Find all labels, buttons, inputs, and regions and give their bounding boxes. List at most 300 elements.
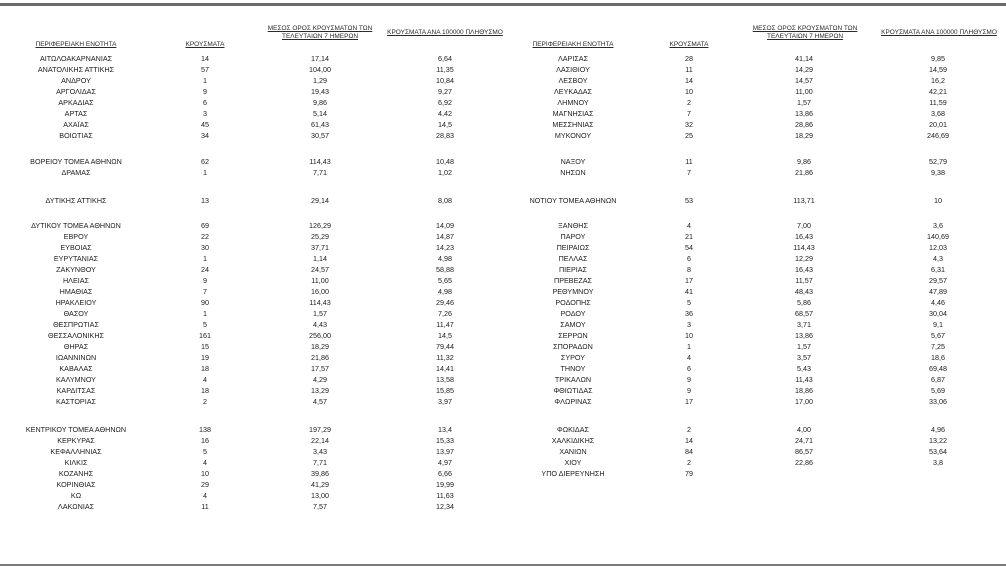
- table-row: [0, 287, 503, 296]
- table-row: [503, 131, 1006, 140]
- avg-cell: 30,57: [311, 131, 329, 140]
- table-row: [0, 480, 503, 489]
- table-row: [0, 491, 503, 500]
- avg-cell: 14,57: [795, 76, 813, 85]
- region-cell: ΒΟΙΩΤΙΑΣ: [59, 131, 93, 140]
- cases-cell: 25: [685, 131, 693, 140]
- region-cell: ΚΩ: [70, 491, 82, 500]
- cases-cell: 14: [685, 436, 693, 445]
- avg-cell: 5,86: [797, 298, 811, 307]
- per100k-cell: 6,66: [438, 469, 452, 478]
- cases-cell: 18: [201, 364, 209, 373]
- table-row: [503, 287, 1006, 296]
- table-row: [503, 331, 1006, 340]
- region-cell: ΔΥΤΙΚΟΥ ΤΟΜΕΑ ΑΘΗΝΩΝ: [31, 221, 121, 230]
- region-cell: ΠΡΕΒΕΖΑΣ: [554, 276, 592, 285]
- cases-cell: 8: [687, 265, 691, 274]
- table-row: [0, 276, 503, 285]
- avg-cell: 104,00: [309, 65, 331, 74]
- table-row: [503, 157, 1006, 166]
- avg-cell: 61,43: [311, 120, 329, 129]
- avg-cell: 11,43: [795, 375, 813, 384]
- per100k-cell: 14,5: [438, 120, 452, 129]
- header-region: ΠΕΡΙΦΕΡΕΙΑΚΗ ΕΝΟΤΗΤΑ: [532, 41, 614, 48]
- per100k-cell: 6,87: [931, 375, 945, 384]
- region-cell: ΘΑΣΟΥ: [63, 309, 89, 318]
- cases-cell: 138: [199, 425, 211, 434]
- region-cell: ΞΑΝΘΗΣ: [558, 221, 588, 230]
- table-row: [503, 353, 1006, 362]
- cases-cell: 24: [201, 265, 209, 274]
- avg-cell: 7,57: [313, 502, 327, 511]
- avg-cell: 18,29: [311, 342, 329, 351]
- avg-cell: 13,86: [795, 331, 813, 340]
- per100k-cell: 14,59: [929, 65, 947, 74]
- avg-cell: 4,00: [797, 425, 811, 434]
- region-cell: ΣΑΜΟΥ: [560, 320, 586, 329]
- per100k-cell: 52,79: [929, 157, 947, 166]
- table-row: [503, 386, 1006, 395]
- per100k-cell: 5,67: [931, 331, 945, 340]
- avg-cell: 114,43: [793, 243, 815, 252]
- table-row: [503, 458, 1006, 467]
- cases-cell: 5: [203, 320, 207, 329]
- table-row: [503, 196, 1006, 205]
- cases-cell: 69: [201, 221, 209, 230]
- avg-cell: 18,29: [795, 131, 813, 140]
- per100k-cell: 13,97: [436, 447, 454, 456]
- avg-cell: 1,57: [797, 98, 811, 107]
- table-row: [503, 168, 1006, 177]
- cases-cell: 1: [203, 168, 207, 177]
- per100k-cell: 12,03: [929, 243, 947, 252]
- avg-cell: 1,14: [313, 254, 327, 263]
- avg-cell: 21,86: [795, 168, 813, 177]
- avg-cell: 21,86: [311, 353, 329, 362]
- avg-cell: 28,86: [795, 120, 813, 129]
- region-cell: ΝΟΤΙΟΥ ΤΟΜΕΑ ΑΘΗΝΩΝ: [529, 196, 617, 205]
- cases-cell: 4: [687, 221, 691, 230]
- cases-cell: 9: [203, 87, 207, 96]
- table-row: [0, 157, 503, 166]
- region-cell: ΡΟΔΟΠΗΣ: [555, 298, 591, 307]
- table-row: [503, 342, 1006, 351]
- region-cell: ΔΥΤΙΚΗΣ ΑΤΤΙΚΗΣ: [45, 196, 107, 205]
- region-cell: ΛΕΣΒΟΥ: [558, 76, 588, 85]
- table-row: [503, 65, 1006, 74]
- cases-cell: 7: [203, 287, 207, 296]
- table-row: [0, 120, 503, 129]
- cases-cell: 10: [201, 469, 209, 478]
- avg-cell: 114,43: [309, 157, 331, 166]
- header-avg: ΜΕΣΟΣ ΟΡΟΣ ΚΡΟΥΣΜΑΤΩΝ ΤΩΝ ΤΕΛΕΥΤΑΙΩΝ 7 ΗΜΕΡΩΝ: [267, 25, 373, 40]
- cases-cell: 11: [685, 157, 693, 166]
- region-cell: ΚΟΖΑΝΗΣ: [58, 469, 94, 478]
- table-row: [503, 221, 1006, 230]
- region-cell: ΗΛΕΙΑΣ: [62, 276, 90, 285]
- avg-cell: 68,57: [795, 309, 813, 318]
- region-cell: ΑΝΑΤΟΛΙΚΗΣ ΑΤΤΙΚΗΣ: [37, 65, 115, 74]
- region-cell: ΛΑΡΙΣΑΣ: [557, 54, 589, 63]
- avg-cell: 13,29: [311, 386, 329, 395]
- region-cell: ΡΕΘΥΜΝΟΥ: [552, 287, 594, 296]
- per100k-cell: 29,57: [929, 276, 947, 285]
- table-row: [503, 76, 1006, 85]
- per100k-cell: 33,06: [929, 397, 947, 406]
- avg-cell: 1,57: [313, 309, 327, 318]
- per100k-cell: 10: [934, 196, 942, 205]
- cases-cell: 41: [685, 287, 693, 296]
- per100k-cell: 47,89: [929, 287, 947, 296]
- region-cell: ΘΕΣΠΡΩΤΙΑΣ: [53, 320, 99, 329]
- table-row: [0, 221, 503, 230]
- table-row: [0, 331, 503, 340]
- region-cell: ΚΑΡΔΙΤΣΑΣ: [56, 386, 96, 395]
- cases-cell: 7: [687, 109, 691, 118]
- per100k-cell: 12,34: [436, 502, 454, 511]
- avg-cell: 9,86: [313, 98, 327, 107]
- per100k-cell: 8,08: [438, 196, 452, 205]
- per100k-cell: 11,63: [436, 491, 454, 500]
- avg-cell: 39,86: [311, 469, 329, 478]
- table-row: [503, 309, 1006, 318]
- cases-cell: 5: [203, 447, 207, 456]
- per100k-cell: 11,59: [929, 98, 947, 107]
- cases-cell: 3: [687, 320, 691, 329]
- avg-cell: 19,43: [311, 87, 329, 96]
- table-row: [0, 353, 503, 362]
- avg-cell: 18,86: [795, 386, 813, 395]
- region-cell: ΤΡΙΚΑΛΩΝ: [554, 375, 592, 384]
- table-row: [503, 469, 1006, 478]
- avg-cell: 197,29: [309, 425, 331, 434]
- avg-cell: 113,71: [793, 196, 815, 205]
- cases-cell: 13: [201, 196, 209, 205]
- per100k-cell: 15,85: [436, 386, 454, 395]
- region-cell: ΚΑΣΤΟΡΙΑΣ: [56, 397, 96, 406]
- per100k-cell: 6,31: [931, 265, 945, 274]
- region-cell: ΠΑΡΟΥ: [560, 232, 586, 241]
- region-cell: ΚΙΛΚΙΣ: [64, 458, 88, 467]
- region-cell: ΒΟΡΕΙΟΥ ΤΟΜΕΑ ΑΘΗΝΩΝ: [30, 157, 122, 166]
- avg-cell: 3,43: [313, 447, 327, 456]
- per100k-cell: 4,96: [931, 425, 945, 434]
- avg-cell: 11,00: [311, 276, 329, 285]
- cases-cell: 4: [203, 458, 207, 467]
- region-cell: ΑΡΤΑΣ: [64, 109, 88, 118]
- per100k-cell: 4,42: [438, 109, 452, 118]
- cases-cell: 1: [687, 342, 691, 351]
- per100k-cell: 30,04: [929, 309, 947, 318]
- avg-cell: 17,57: [311, 364, 329, 373]
- cases-cell: 36: [685, 309, 693, 318]
- table-row: [503, 109, 1006, 118]
- avg-cell: 126,29: [309, 221, 331, 230]
- region-cell: ΣΥΡΟΥ: [560, 353, 586, 362]
- table-row: [0, 458, 503, 467]
- table-row: [0, 109, 503, 118]
- region-cell: ΛΑΚΩΝΙΑΣ: [57, 502, 95, 511]
- region-cell: ΕΥΡΥΤΑΝΙΑΣ: [53, 254, 99, 263]
- avg-cell: 4,29: [313, 375, 327, 384]
- per100k-cell: 4,46: [931, 298, 945, 307]
- per100k-cell: 42,21: [929, 87, 947, 96]
- region-cell: ΚΟΡΙΝΘΙΑΣ: [56, 480, 96, 489]
- region-cell: ΑΧΑΪΑΣ: [63, 120, 89, 129]
- per100k-cell: 19,99: [436, 480, 454, 489]
- cases-cell: 4: [687, 353, 691, 362]
- avg-cell: 14,29: [795, 65, 813, 74]
- region-cell: ΦΘΙΩΤΙΔΑΣ: [553, 386, 593, 395]
- avg-cell: 9,86: [797, 157, 811, 166]
- cases-cell: 9: [687, 386, 691, 395]
- table-row: [503, 265, 1006, 274]
- table-row: [0, 309, 503, 318]
- avg-cell: 16,43: [795, 232, 813, 241]
- per100k-cell: 13,58: [436, 375, 454, 384]
- cases-cell: 17: [685, 397, 693, 406]
- table-row: [503, 243, 1006, 252]
- header-per100k: ΚΡΟΥΣΜΑΤΑ ΑΝΑ 100000 ΠΛΗΘΥΣΜΟ: [881, 29, 997, 36]
- table-row: [503, 232, 1006, 241]
- region-cell: ΦΛΩΡΙΝΑΣ: [554, 397, 592, 406]
- region-cell: ΚΕΦΑΛΛΗΝΙΑΣ: [50, 447, 102, 456]
- region-cell: ΚΕΡΚΥΡΑΣ: [57, 436, 95, 445]
- per100k-cell: 13,4: [438, 425, 452, 434]
- per100k-cell: 3,6: [933, 221, 943, 230]
- avg-cell: 22,86: [795, 458, 813, 467]
- avg-cell: 5,43: [797, 364, 811, 373]
- table-row: [503, 320, 1006, 329]
- region-cell: ΣΠΟΡΑΔΩΝ: [553, 342, 593, 351]
- avg-cell: 37,71: [311, 243, 329, 252]
- region-cell: ΜΑΓΝΗΣΙΑΣ: [552, 109, 594, 118]
- region-cell: ΚΑΒΑΛΑΣ: [59, 364, 93, 373]
- cases-cell: 32: [685, 120, 693, 129]
- cases-cell: 79: [685, 469, 693, 478]
- region-cell: ΡΟΔΟΥ: [560, 309, 586, 318]
- cases-cell: 18: [201, 386, 209, 395]
- table-row: [0, 76, 503, 85]
- region-cell: ΛΗΜΝΟΥ: [557, 98, 589, 107]
- cases-cell: 6: [687, 254, 691, 263]
- region-cell: ΘΕΣΣΑΛΟΝΙΚΗΣ: [48, 331, 104, 340]
- avg-cell: 7,71: [313, 168, 327, 177]
- cases-cell: 19: [201, 353, 209, 362]
- cases-cell: 5: [687, 298, 691, 307]
- region-cell: ΧΙΟΥ: [564, 458, 582, 467]
- cases-cell: 17: [685, 276, 693, 285]
- table-row: [0, 254, 503, 263]
- avg-cell: 29,14: [311, 196, 329, 205]
- cases-cell: 2: [687, 425, 691, 434]
- table-row: [503, 120, 1006, 129]
- per100k-cell: 14,5: [438, 331, 452, 340]
- avg-cell: 41,29: [311, 480, 329, 489]
- table-row: [0, 502, 503, 511]
- cases-cell: 1: [203, 76, 207, 85]
- table-row: [503, 447, 1006, 456]
- region-cell: ΛΕΥΚΑΔΑΣ: [553, 87, 592, 96]
- per100k-cell: 10,48: [436, 157, 454, 166]
- per100k-cell: 14,41: [436, 364, 454, 373]
- region-cell: ΕΒΡΟΥ: [63, 232, 89, 241]
- avg-cell: 256,00: [309, 331, 331, 340]
- avg-cell: 17,14: [311, 54, 329, 63]
- region-cell: ΚΑΛΥΜΝΟΥ: [56, 375, 96, 384]
- cases-cell: 21: [685, 232, 693, 241]
- cases-cell: 2: [203, 397, 207, 406]
- region-cell: ΧΑΛΚΙΔΙΚΗΣ: [551, 436, 595, 445]
- cases-cell: 14: [201, 54, 209, 63]
- avg-cell: 4,43: [313, 320, 327, 329]
- cases-cell: 4: [203, 375, 207, 384]
- cases-cell: 57: [201, 65, 209, 74]
- region-cell: ΦΩΚΙΔΑΣ: [557, 425, 589, 434]
- cases-cell: 28: [685, 54, 693, 63]
- table-row: [0, 364, 503, 373]
- per100k-cell: 4,97: [438, 458, 452, 467]
- cases-cell: 1: [203, 254, 207, 263]
- region-cell: ΗΜΑΘΙΑΣ: [59, 287, 93, 296]
- table-row: [503, 276, 1006, 285]
- avg-cell: 22,14: [311, 436, 329, 445]
- avg-cell: 16,00: [311, 287, 329, 296]
- avg-cell: 114,43: [309, 298, 331, 307]
- avg-cell: 5,14: [313, 109, 327, 118]
- header-region: ΠΕΡΙΦΕΡΕΙΑΚΗ ΕΝΟΤΗΤΑ: [35, 41, 117, 48]
- per100k-cell: 79,44: [436, 342, 454, 351]
- region-cell: ΕΥΒΟΙΑΣ: [60, 243, 92, 252]
- table-row: [0, 469, 503, 478]
- table-row: [0, 298, 503, 307]
- right-table: [503, 0, 1006, 566]
- table-row: [503, 254, 1006, 263]
- per100k-cell: 1,02: [438, 168, 452, 177]
- cases-cell: 14: [685, 76, 693, 85]
- region-cell: ΑΡΚΑΔΙΑΣ: [58, 98, 94, 107]
- region-cell: ΝΗΣΩΝ: [560, 168, 586, 177]
- cases-cell: 22: [201, 232, 209, 241]
- bottom-rule: [0, 564, 1006, 566]
- cases-cell: 16: [201, 436, 209, 445]
- cases-cell: 9: [687, 375, 691, 384]
- table-row: [0, 98, 503, 107]
- avg-cell: 12,29: [795, 254, 813, 263]
- table-row: [503, 87, 1006, 96]
- header-per100k: ΚΡΟΥΣΜΑΤΑ ΑΝΑ 100000 ΠΛΗΘΥΣΜΟ: [387, 29, 503, 36]
- per100k-cell: 7,25: [931, 342, 945, 351]
- table-row: [0, 196, 503, 205]
- per100k-cell: 3,8: [933, 458, 943, 467]
- region-cell: ΗΡΑΚΛΕΙΟΥ: [55, 298, 97, 307]
- avg-cell: 13,86: [795, 109, 813, 118]
- avg-cell: 25,29: [311, 232, 329, 241]
- region-cell: ΠΙΕΡΙΑΣ: [558, 265, 587, 274]
- table-row: [0, 168, 503, 177]
- region-cell: ΠΕΙΡΑΙΩΣ: [556, 243, 590, 252]
- avg-cell: 13,00: [311, 491, 329, 500]
- region-cell: ΧΑΝΙΩΝ: [559, 447, 587, 456]
- table-row: [0, 265, 503, 274]
- per100k-cell: 6,92: [438, 98, 452, 107]
- cases-cell: 10: [685, 331, 693, 340]
- region-cell: ΑΝΔΡΟΥ: [61, 76, 91, 85]
- avg-cell: 1,57: [797, 342, 811, 351]
- table-row: [503, 364, 1006, 373]
- cases-cell: 90: [201, 298, 209, 307]
- avg-cell: 17,00: [795, 397, 813, 406]
- region-cell: ΥΠΟ ΔΙΕΡΕΥΝΗΣΗ: [541, 469, 605, 478]
- per100k-cell: 246,69: [927, 131, 949, 140]
- table-row: [503, 54, 1006, 63]
- cases-cell: 2: [687, 98, 691, 107]
- per100k-cell: 6,64: [438, 54, 452, 63]
- per100k-cell: 5,65: [438, 276, 452, 285]
- per100k-cell: 7,26: [438, 309, 452, 318]
- per100k-cell: 9,1: [933, 320, 943, 329]
- cases-cell: 6: [203, 98, 207, 107]
- per100k-cell: 140,69: [927, 232, 949, 241]
- avg-cell: 3,57: [797, 353, 811, 362]
- per100k-cell: 11,32: [436, 353, 454, 362]
- avg-cell: 16,43: [795, 265, 813, 274]
- per100k-cell: 9,27: [438, 87, 452, 96]
- table-row: [503, 98, 1006, 107]
- per100k-cell: 13,22: [929, 436, 947, 445]
- per100k-cell: 4,98: [438, 254, 452, 263]
- cases-cell: 15: [201, 342, 209, 351]
- per100k-cell: 14,87: [436, 232, 454, 241]
- table-row: [0, 375, 503, 384]
- avg-cell: 24,71: [795, 436, 813, 445]
- cases-cell: 29: [201, 480, 209, 489]
- table-row: [0, 397, 503, 406]
- per100k-cell: 10,84: [436, 76, 454, 85]
- table-row: [0, 342, 503, 351]
- avg-cell: 11,57: [795, 276, 813, 285]
- region-cell: ΝΑΞΟΥ: [560, 157, 586, 166]
- per100k-cell: 4,98: [438, 287, 452, 296]
- cases-cell: 4: [203, 491, 207, 500]
- avg-cell: 7,00: [797, 221, 811, 230]
- per100k-cell: 9,38: [931, 168, 945, 177]
- avg-cell: 86,57: [795, 447, 813, 456]
- cases-cell: 1: [203, 309, 207, 318]
- per100k-cell: 14,09: [436, 221, 454, 230]
- per100k-cell: 18,6: [931, 353, 945, 362]
- table-row: [503, 397, 1006, 406]
- per100k-cell: 69,48: [929, 364, 947, 373]
- region-cell: ΜΕΣΣΗΝΙΑΣ: [552, 120, 594, 129]
- cases-cell: 84: [685, 447, 693, 456]
- cases-cell: 53: [685, 196, 693, 205]
- region-cell: ΤΗΝΟΥ: [560, 364, 586, 373]
- table-row: [0, 87, 503, 96]
- avg-cell: 41,14: [795, 54, 813, 63]
- per100k-cell: 53,64: [929, 447, 947, 456]
- table-row: [0, 436, 503, 445]
- per100k-cell: 9,85: [931, 54, 945, 63]
- region-cell: ΚΕΝΤΡΙΚΟΥ ΤΟΜΕΑ ΑΘΗΝΩΝ: [25, 425, 127, 434]
- cases-cell: 11: [201, 502, 209, 511]
- per100k-cell: 16,2: [931, 76, 945, 85]
- per100k-cell: 4,3: [933, 254, 943, 263]
- per100k-cell: 5,69: [931, 386, 945, 395]
- table-row: [503, 425, 1006, 434]
- cases-cell: 11: [685, 65, 693, 74]
- avg-cell: 48,43: [795, 287, 813, 296]
